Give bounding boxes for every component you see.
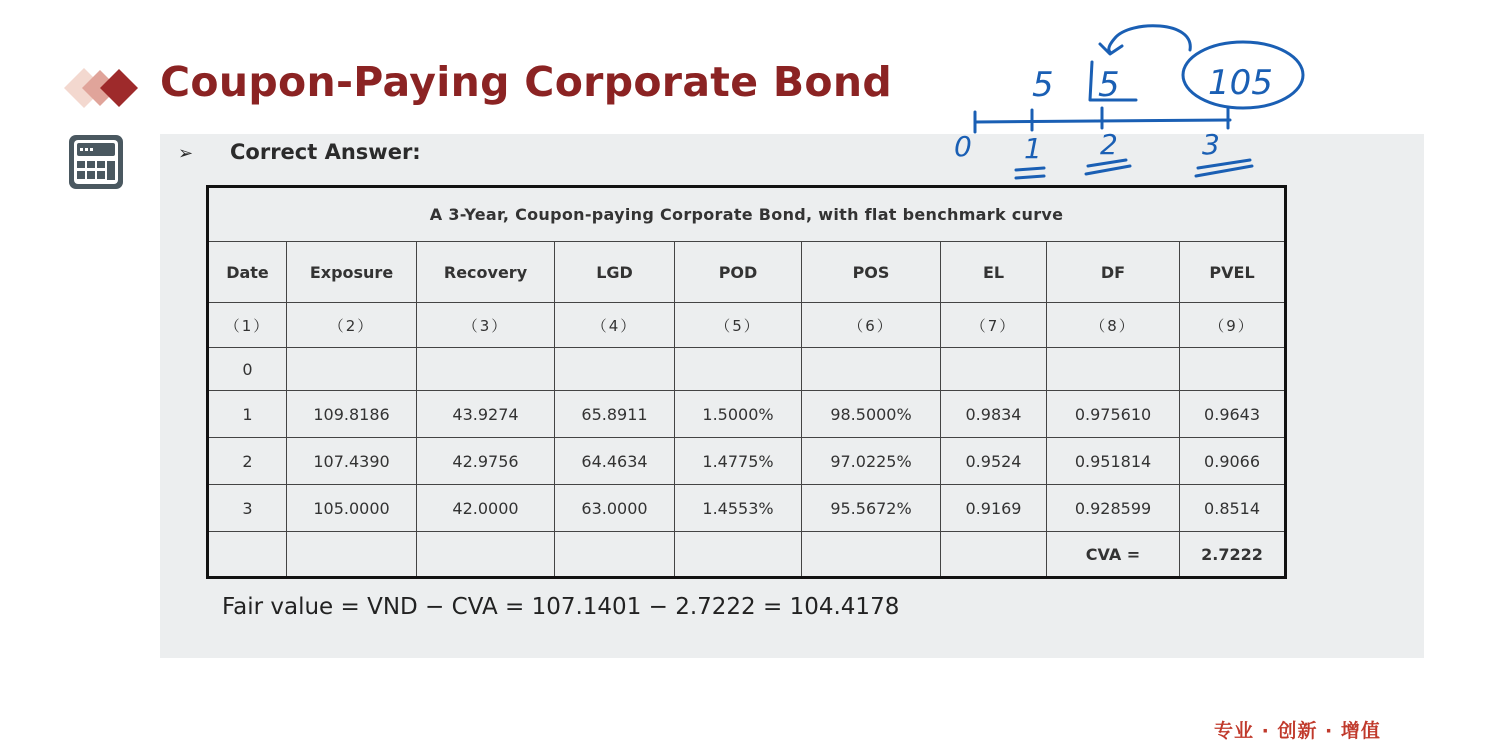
table-cell: 3 — [208, 485, 287, 532]
column-number: （5） — [675, 303, 802, 348]
table-cell: 0 — [208, 348, 287, 391]
column-number: （9） — [1180, 303, 1286, 348]
table-cell — [208, 532, 287, 578]
table-cell: 98.5000% — [802, 391, 941, 438]
header-cell: PVEL — [1180, 242, 1286, 303]
footer-tagline: 专业 · 创新 · 增值 — [1214, 720, 1381, 742]
table-cell: 107.4390 — [287, 438, 417, 485]
table-caption: A 3-Year, Coupon-paying Corporate Bond, with flat benchmark curve — [208, 187, 1286, 242]
header-cell: LGD — [555, 242, 675, 303]
header-cell: Recovery — [417, 242, 555, 303]
table-cell — [802, 348, 941, 391]
table-cell: 64.4634 — [555, 438, 675, 485]
table-cell: 0.9169 — [941, 485, 1047, 532]
table-cell: 43.9274 — [417, 391, 555, 438]
table-cell: 0.928599 — [1047, 485, 1180, 532]
table-cell: 95.5672% — [802, 485, 941, 532]
table-cell — [555, 348, 675, 391]
table-cell: 0.9834 — [941, 391, 1047, 438]
diamond-logo-icon — [38, 62, 148, 114]
table-cell: 0.9643 — [1180, 391, 1286, 438]
fair-value-formula: Fair value = VND − CVA = 107.1401 − 2.7222 = 104.4178 — [222, 594, 900, 620]
table-cell: 42.9756 — [417, 438, 555, 485]
table-cell — [802, 532, 941, 578]
table-cell — [555, 532, 675, 578]
calculator-icon — [66, 133, 126, 191]
table-cell: 0.9524 — [941, 438, 1047, 485]
header-cell: POS — [802, 242, 941, 303]
cash-flow-label: 5 — [1032, 65, 1054, 105]
arrow-bullet-icon: ➢ — [178, 143, 194, 164]
answer-heading-text: Correct Answer: — [230, 140, 421, 164]
answer-heading — [178, 140, 421, 164]
cva-label: CVA = — [1047, 532, 1180, 578]
timeline-label: 3 — [1202, 128, 1220, 161]
handwritten-timeline-annotation — [940, 20, 1320, 190]
table-cell: 42.0000 — [417, 485, 555, 532]
table-cell: 1.5000% — [675, 391, 802, 438]
table-cell — [287, 532, 417, 578]
table-cell: 0.8514 — [1180, 485, 1286, 532]
column-number: （7） — [941, 303, 1047, 348]
column-number: （6） — [802, 303, 941, 348]
column-number: （2） — [287, 303, 417, 348]
timeline-label: 2 — [1100, 128, 1118, 161]
table-cell — [675, 348, 802, 391]
table-cell: 65.8911 — [555, 391, 675, 438]
table-cell — [941, 348, 1047, 391]
cva-total-row — [208, 532, 1286, 578]
table-cell: 109.8186 — [287, 391, 417, 438]
table-cell: 0.9066 — [1180, 438, 1286, 485]
header-cell: DF — [1047, 242, 1180, 303]
table-row — [208, 485, 1286, 532]
cva-table — [206, 185, 1287, 579]
table-cell: 1 — [208, 391, 287, 438]
table-cell — [675, 532, 802, 578]
cash-flow-label: 105 — [1208, 63, 1273, 103]
table-cell — [417, 532, 555, 578]
column-number: （3） — [417, 303, 555, 348]
header-cell: EL — [941, 242, 1047, 303]
column-number: （8） — [1047, 303, 1180, 348]
timeline-label: 1 — [1024, 132, 1042, 165]
table-row — [208, 391, 1286, 438]
table-cell: 1.4553% — [675, 485, 802, 532]
cva-value: 2.7222 — [1180, 532, 1286, 578]
table-cell: 0.951814 — [1047, 438, 1180, 485]
timeline-label: 0 — [954, 130, 972, 163]
header-cell: Date — [208, 242, 287, 303]
header-cell: Exposure — [287, 242, 417, 303]
table-row — [208, 348, 1286, 391]
table-cell — [417, 348, 555, 391]
slide-title: Coupon-Paying Corporate Bond — [160, 58, 893, 106]
table-cell: 1.4775% — [675, 438, 802, 485]
table-cell — [941, 532, 1047, 578]
table-cell — [1180, 348, 1286, 391]
header-cell: POD — [675, 242, 802, 303]
header-row — [208, 242, 1286, 303]
cash-flow-label: 5 — [1098, 65, 1120, 105]
table-cell: 97.0225% — [802, 438, 941, 485]
table-row — [208, 438, 1286, 485]
table-cell: 0.975610 — [1047, 391, 1180, 438]
table-cell — [1047, 348, 1180, 391]
table-cell: 2 — [208, 438, 287, 485]
column-number: （1） — [208, 303, 287, 348]
table-cell: 105.0000 — [287, 485, 417, 532]
column-number: （4） — [555, 303, 675, 348]
table-cell — [287, 348, 417, 391]
table-cell: 63.0000 — [555, 485, 675, 532]
column-number-row — [208, 303, 1286, 348]
